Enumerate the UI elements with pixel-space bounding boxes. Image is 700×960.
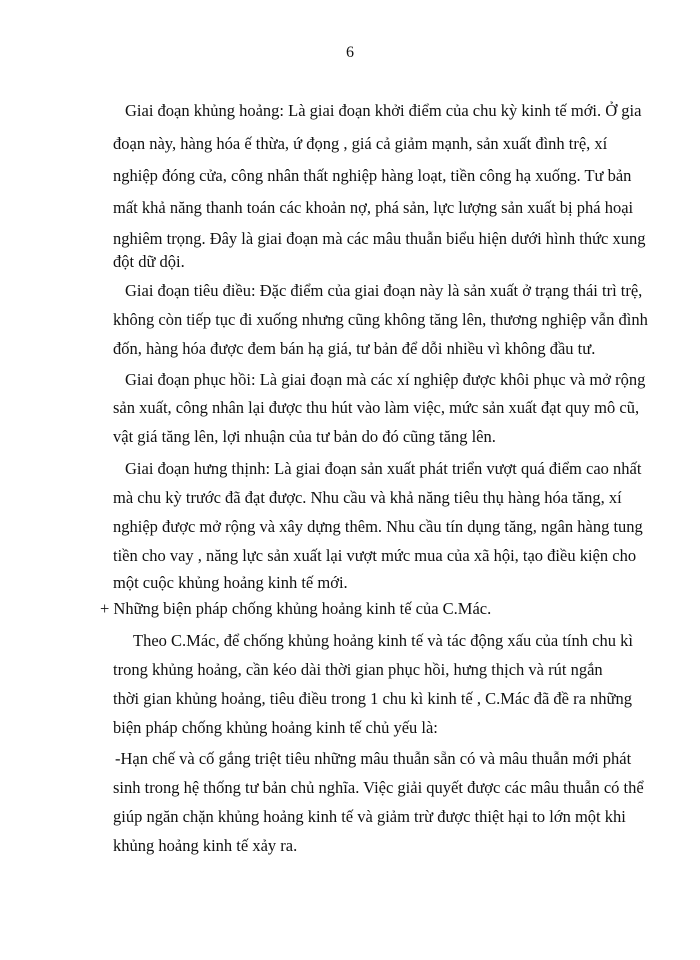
page-number: 6 — [346, 44, 354, 61]
body-line: Giai đoạn hưng thịnh: Là giai đoạn sản xuất phát triển vượt quá điểm cao nhất — [125, 459, 642, 478]
body-line: giúp ngăn chặn khủng hoảng kinh tế và giảm trừ được thiệt hại to lớn một khi — [113, 807, 626, 826]
body-line: sinh trong hệ thống tư bản chủ nghĩa. Việc giải quyết được các mâu thuẫn có thể — [113, 778, 644, 797]
body-line: trong khủng hoảng, cần kéo dài thời gian phục hồi, hưng thịch và rút ngắn — [113, 660, 603, 679]
body-line: khủng hoảng kinh tế xảy ra. — [113, 836, 298, 855]
body-line: Giai đoạn phục hồi: Là giai đoạn mà các xí nghiệp được khôi phục và mở rộng — [125, 370, 646, 389]
body-line: đột dữ dội. — [113, 252, 185, 271]
body-line: đốn, hàng hóa được đem bán hạ giá, tư bản để dỗi nhiều vì không đầu tư. — [113, 339, 596, 358]
body-line: thời gian khủng hoảng, tiêu điều trong 1 chu kì kinh tế , C.Mác đã đề ra những — [113, 689, 632, 708]
section-heading: + Những biện pháp chống khủng hoảng kinh tế của C.Mác. — [100, 599, 492, 618]
body-line: Theo C.Mác, để chống khủng hoảng kinh tế và tác động xấu của tính chu kì — [133, 631, 633, 650]
body-line: nghiệp đóng cửa, công nhân thất nghiệp hàng loạt, tiền công hạ xuống. Tư bản — [113, 166, 632, 185]
body-line: Giai đoạn tiêu điều: Đặc điểm của giai đoạn này là sản xuất ở trạng thái trì trệ, — [125, 281, 643, 300]
body-line: Giai đoạn khủng hoảng: Là giai đoạn khởi điểm của chu kỳ kinh tế mới. Ở gia — [125, 101, 642, 120]
body-line: một cuộc khủng hoảng kinh tế mới. — [113, 573, 348, 592]
body-line: nghiệp được mở rộng và xây dựng thêm. Nhu cầu tín dụng tăng, ngân hàng tung — [113, 517, 643, 536]
body-line: sản xuất, công nhân lại được thu hút vào làm việc, mức sản xuất đạt quy mô cũ, — [113, 398, 640, 417]
body-line: mất khả năng thanh toán các khoản nợ, phá sản, lực lượng sản xuất bị phá hoại — [113, 198, 634, 217]
body-line: nghiêm trọng. Đây là giai đoạn mà các mâu thuẫn biểu hiện dưới hình thức xung — [113, 229, 646, 248]
body-line: biện pháp chống khủng hoảng kinh tế chủ yếu là: — [113, 718, 438, 737]
body-line: đoạn này, hàng hóa ế thừa, ứ đọng , giá cả giảm mạnh, sản xuất đình trệ, xí — [113, 134, 608, 153]
body-line: tiền cho vay , năng lực sản xuất lại vượt mức mua của xã hội, tạo điều kiện cho — [113, 546, 637, 565]
body-line: mà chu kỳ trước đã đạt được. Nhu cầu và khả năng tiêu thụ hàng hóa tăng, xí — [113, 488, 622, 507]
body-line: không còn tiếp tục đi xuống nhưng cũng không tăng lên, thương nghiệp vẫn đình — [113, 310, 648, 329]
body-line: vật giá tăng lên, lợi nhuận của tư bản do đó cũng tăng lên. — [113, 427, 496, 446]
body-line: -Hạn chế và cố gắng triệt tiêu những mâu thuẫn sẵn có và mâu thuẫn mới phát — [115, 749, 632, 768]
